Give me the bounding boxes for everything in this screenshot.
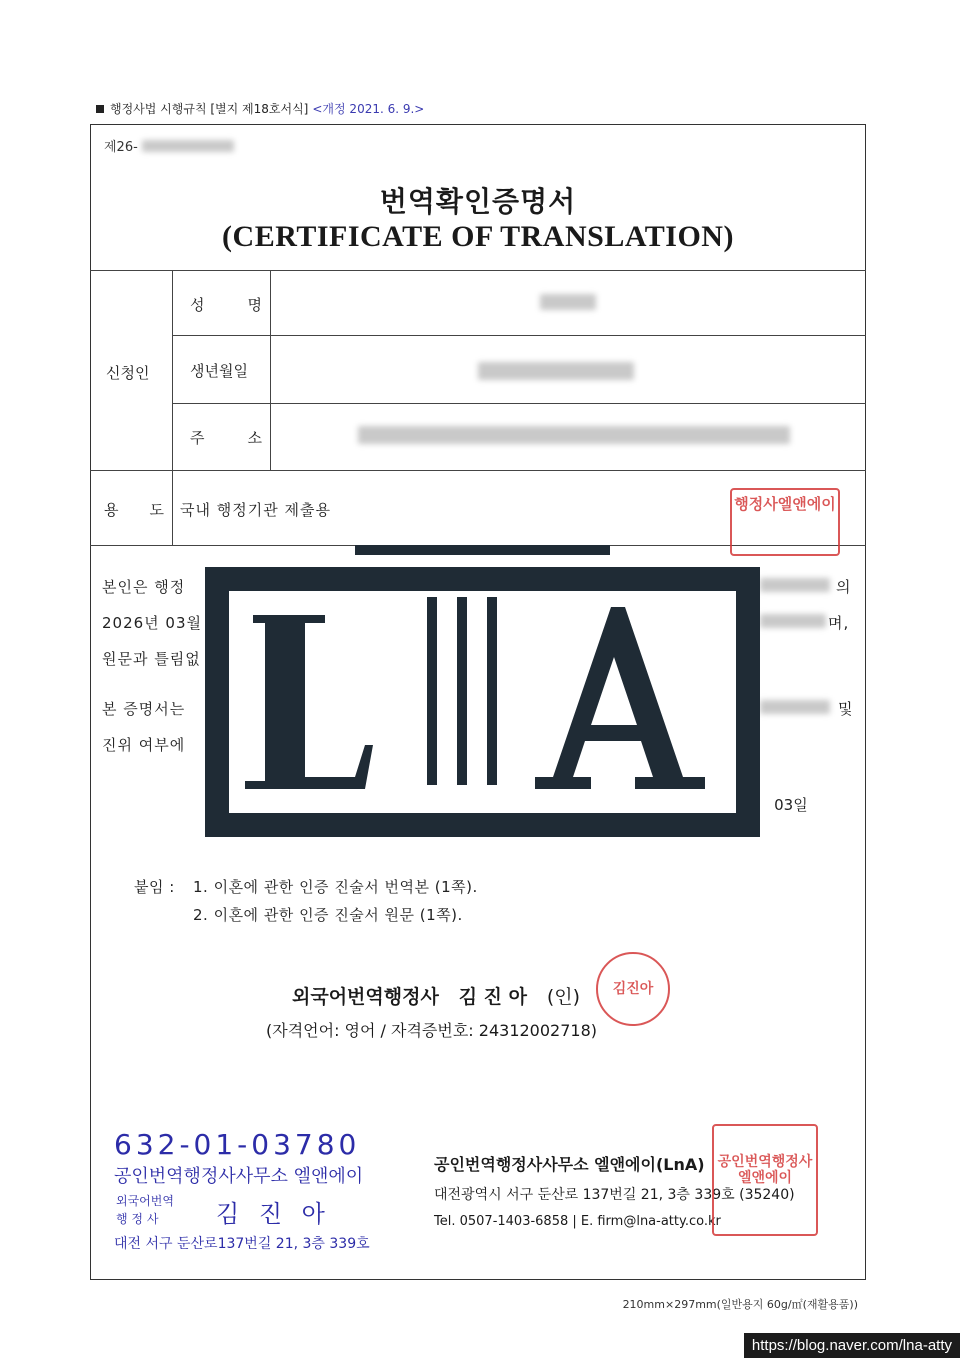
- purpose-label: 용 도: [104, 501, 172, 519]
- redacted-address: [358, 426, 790, 444]
- purpose-value: 국내 행정기관 제출용: [180, 501, 331, 519]
- bullet-square-icon: [96, 105, 104, 113]
- office-seal-large: 공인번역행정사엘앤에이: [712, 1124, 818, 1236]
- birth-label: 생년월일: [190, 362, 248, 380]
- signatory-line: 외국어번역행정사 김 진 아 (인): [292, 986, 581, 1008]
- form-rule-note: 행정사법 시행규칙 [별지 제18호서식] <개정 2021. 6. 9.>: [96, 100, 424, 117]
- redacted-name: [540, 294, 596, 310]
- attachment-item: 2. 이혼에 관한 인증 진술서 원문 (1쪽).: [193, 906, 463, 924]
- body-line-2: 2026년 03월: [102, 614, 203, 632]
- body-line-3: 원문과 틀림없: [102, 650, 201, 668]
- stamp-address: 대전 서구 둔산로137번길 21, 3층 339호: [114, 1236, 370, 1252]
- revision-note: <개정 2021. 6. 9.>: [312, 102, 425, 116]
- table-rule: [172, 403, 866, 404]
- table-column-rule: [172, 270, 173, 545]
- registration-number: 632-01-03780: [114, 1128, 361, 1161]
- body-line-5: 진위 여부에: [102, 736, 186, 754]
- office-seal-small: 행정사엘앤에이: [730, 488, 840, 556]
- redacted-doc-number: [142, 140, 234, 152]
- body-line-1: 본인은 행정: [102, 578, 186, 596]
- name-label: 성 명: [190, 296, 276, 314]
- body-line-4-end: 및: [838, 700, 854, 718]
- stamp-role-line2: 행 정 사: [116, 1212, 159, 1226]
- redacted-birthdate: [478, 362, 634, 380]
- signatory-qualification: (자격언어: 영어 / 자격증번호: 24312002718): [266, 1021, 597, 1040]
- office-contact: Tel. 0507-1403-6858 | E. firm@lna-atty.co.kr: [434, 1214, 721, 1229]
- stamp-office-name: 공인번역행정사사무소 엘앤에이: [114, 1166, 364, 1187]
- table-rule: [90, 470, 866, 471]
- issue-date: 03일: [774, 796, 808, 814]
- body-line-4: 본 증명서는: [102, 700, 186, 718]
- personal-seal: 김진아: [596, 952, 670, 1026]
- applicant-label: 신청인: [106, 364, 150, 382]
- lna-logo-watermark: [205, 545, 760, 837]
- blog-url-watermark: https://blog.naver.com/lna-atty: [744, 1333, 960, 1358]
- document-number: 제26-: [104, 136, 234, 155]
- redacted-body-text: [760, 700, 830, 714]
- attachment-label: 붙임 :: [134, 878, 175, 896]
- address-label: 주 소: [190, 429, 276, 447]
- redacted-body-text: [760, 614, 826, 628]
- table-rule: [172, 335, 866, 336]
- body-line-1-end: 의: [836, 578, 852, 596]
- body-line-2-end: 며,: [828, 614, 850, 632]
- redacted-body-text: [760, 578, 830, 592]
- title-korean: 번역확인증명서: [379, 185, 577, 218]
- table-top-rule: [90, 270, 866, 271]
- stamp-role-line1: 외국어번역: [116, 1194, 174, 1208]
- title-english: (CERTIFICATE OF TRANSLATION): [222, 220, 734, 253]
- stamp-name: 김 진 아: [216, 1200, 331, 1228]
- office-name: 공인번역행정사사무소 엘앤에이(LnA): [434, 1155, 705, 1174]
- office-address: 대전광역시 서구 둔산로 137번길 21, 3층 339호 (35240): [434, 1187, 795, 1203]
- paper-spec-note: 210mm×297mm(일반용지 60g/㎡(재활용품)): [622, 1298, 858, 1311]
- attachment-item: 1. 이혼에 관한 인증 진술서 번역본 (1쪽).: [193, 878, 478, 896]
